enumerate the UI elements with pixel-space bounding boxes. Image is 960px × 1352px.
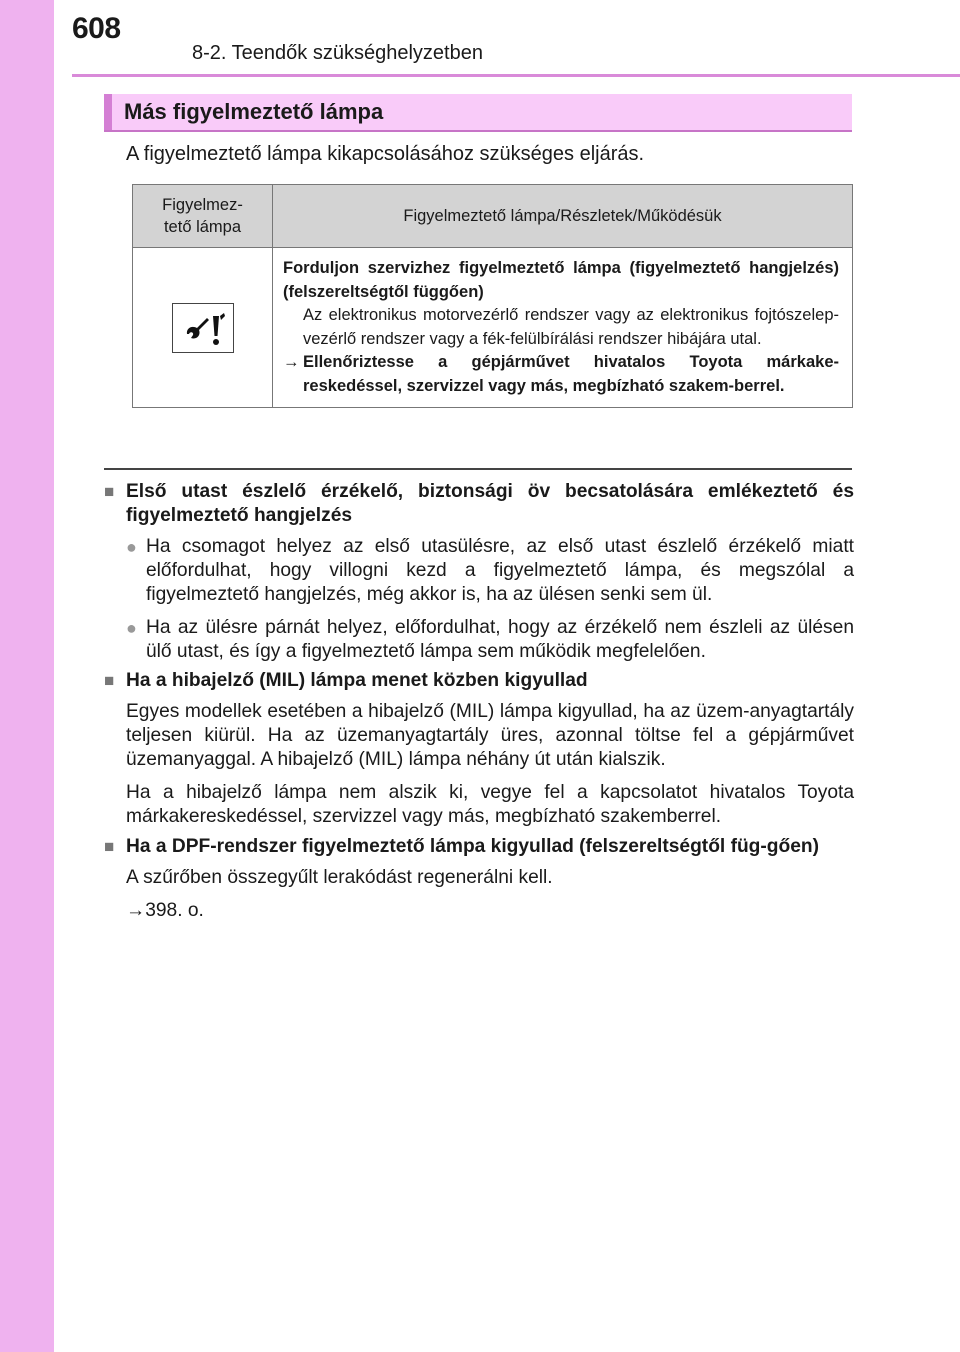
table-row <box>133 248 853 408</box>
section-passenger-sensor <box>104 480 854 664</box>
square-bullet-icon: ■ <box>104 671 115 690</box>
separator-rule <box>104 468 852 470</box>
warning-table <box>132 184 853 408</box>
header-rule <box>72 74 960 77</box>
paragraph: Egyes modellek esetében a hibajelző (MIL) lámpa kigyullad, ha az üzem-anyagtartály teljesen kiürül. Ha az üzemanyagtartály üres, azonnal töltse fel a gépjárművet üzemanyaggal. A hibajelző (MIL) lámpa néhány út után kialszik. <box>126 701 854 770</box>
section-title-dpf-lamp: Ha a DPF-rendszer figyelmeztető lámpa kigyullad (felszereltségtől füg-gően) <box>126 836 820 857</box>
section-dpf-lamp <box>104 835 854 923</box>
warning-detail: Az elektronikus motorvezérlő rendszer vagy az elektronikus fojtószelep-vezérlő rendszer vagy a fék-felülbírálási rendszer hibájára utal. <box>303 306 839 348</box>
page-reference-link[interactable]: →398. o. <box>126 900 204 921</box>
heading-box <box>104 94 852 132</box>
square-bullet-icon: ■ <box>104 482 115 501</box>
list-item <box>104 535 854 607</box>
square-bullet-icon: ■ <box>104 837 115 856</box>
arrow-icon: → <box>283 353 300 371</box>
warning-action-text: Ellenőriztesse a gépjárművet hivatalos Toyota márkake-reskedéssel, szervizzel vagy más, megbízható szakem-berrel. <box>303 353 839 395</box>
page-number: 608 <box>72 12 121 45</box>
section-title-mil-lamp: Ha a hibajelző (MIL) lámpa menet közben kigyullad <box>126 670 588 691</box>
warning-action <box>283 351 839 398</box>
details-cell <box>273 248 853 408</box>
service-warning-icon <box>172 303 234 353</box>
section-mil-lamp <box>104 669 854 829</box>
list-item <box>104 616 854 664</box>
section-title-passenger-sensor: Első utast észlelő érzékelő, biztonsági öv becsatolására emlékeztető és figyelmeztető hangjelzés <box>126 481 854 526</box>
intro-text: A figyelmeztető lámpa kikapcsolásához szükséges eljárás. <box>126 143 645 165</box>
paragraph: Ha a hibajelző lámpa nem alszik ki, vegye fel a kapcsolatot hivatalos Toyota márkakereskedéssel, szervizzel vagy más, megbízható szakemberrel. <box>126 782 854 827</box>
col-header-lamp-line2: tető lámpa <box>163 218 242 236</box>
round-bullet-icon: ● <box>126 618 137 638</box>
section-title: 8-2. Teendők szükséghelyzetben <box>192 42 483 64</box>
col-header-details: Figyelmeztető lámpa/Részletek/Működésük <box>273 185 853 248</box>
warning-title: Forduljon szervizhez figyelmeztető lámpa (figyelmeztető hangjelzés) (felszereltségtől függően) <box>283 259 839 301</box>
round-bullet-icon: ● <box>126 537 137 557</box>
page-heading: Más figyelmeztető lámpa <box>124 99 384 124</box>
icon-cell <box>133 248 273 408</box>
paragraph: A szűrőben összegyűlt lerakódást regenerálni kell. <box>126 867 553 888</box>
table-header-row <box>133 185 853 248</box>
side-color-band <box>0 0 54 1352</box>
list-item-text: Ha az ülésre párnát helyez, előfordulhat, hogy az érzékelő nem észleli az ülésen ülő utast, és így a figyelmeztető lámpa sem működik megfelelően. <box>146 617 854 662</box>
col-header-lamp <box>133 185 273 248</box>
list-item-text: Ha csomagot helyez az első utasülésre, az első utast észlelő érzékelő miatt előfordulhat, hogy villogni kezd a figyelmeztető lámpa, és megszólal a figyelmeztető hangjelzés, még akkor is, ha az ülésen senki sem ül. <box>146 536 854 605</box>
col-header-lamp-line1: Figyelmez- <box>162 196 243 214</box>
